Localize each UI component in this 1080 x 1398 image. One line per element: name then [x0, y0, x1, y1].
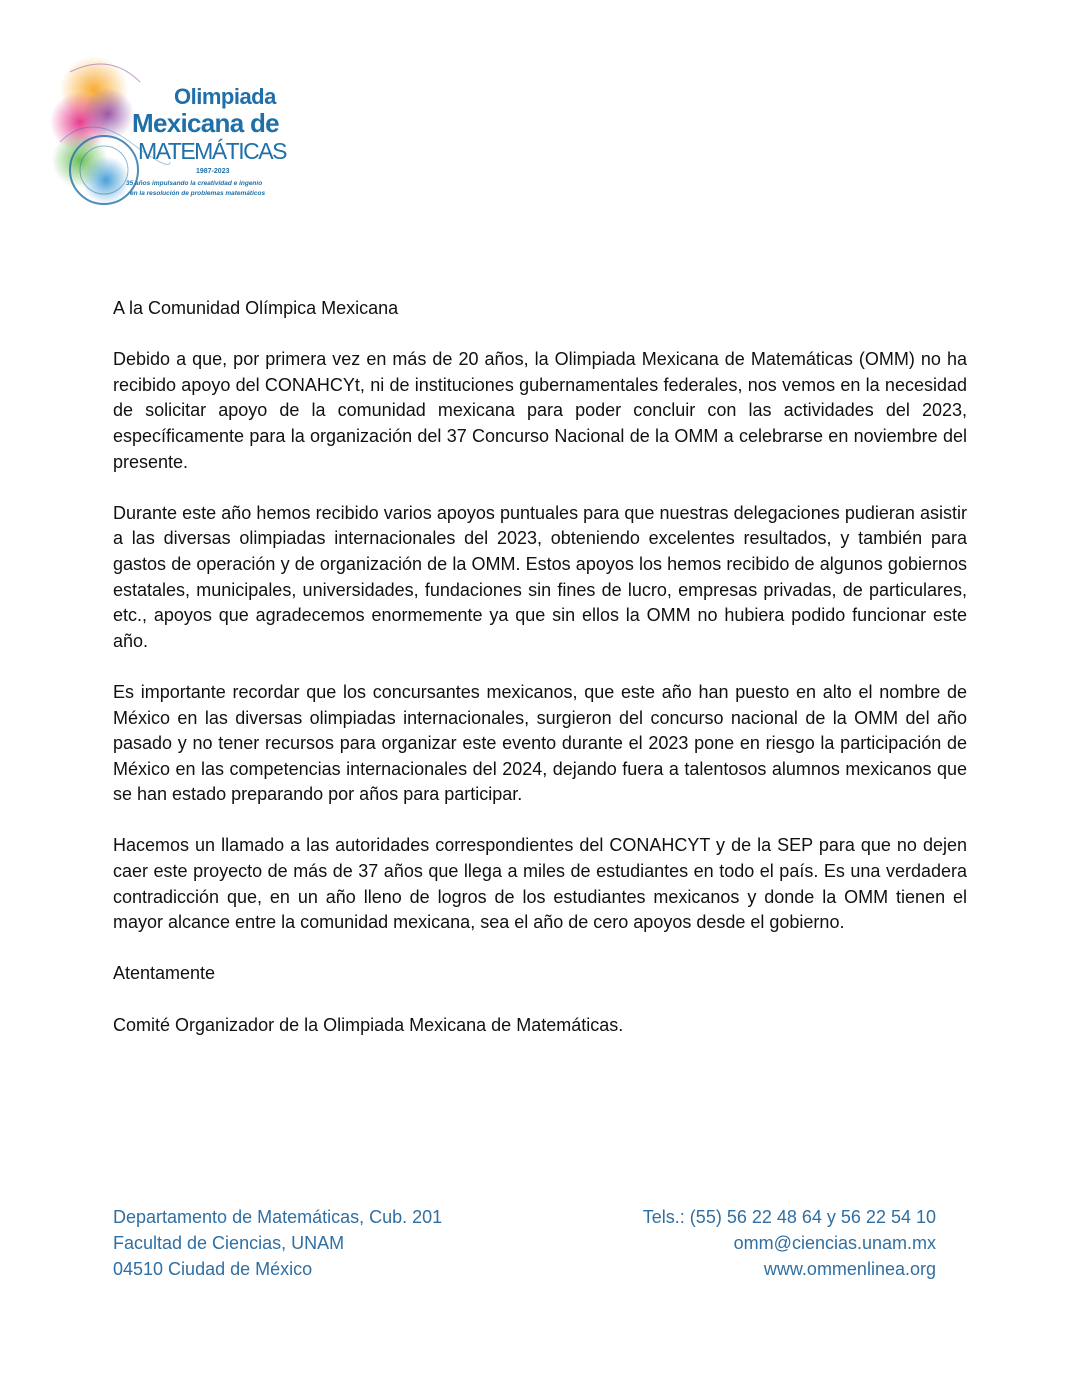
logo-splash-blue [82, 156, 130, 204]
footer-address [113, 1204, 442, 1282]
omm-logo [50, 52, 290, 212]
footer-address-line-3: 04510 Ciudad de México [113, 1259, 313, 1279]
footer-website[interactable]: www.ommenlinea.org [763, 1259, 936, 1279]
footer-address-line-1: Departamento de Matemáticas, Cub. 201 [113, 1207, 443, 1227]
logo-splash-purple [82, 88, 134, 140]
letter-body [113, 296, 967, 1064]
footer-email[interactable]: omm@ciencias.unam.mx [733, 1233, 936, 1253]
logo-title-line2: Mexicana de [132, 108, 279, 138]
letter-signature: Comité Organizador de la Olimpiada Mexicana de Matemáticas. [113, 1014, 624, 1035]
logo-years: 1987-2023 [196, 168, 230, 175]
letter-paragraph-2: Durante este año hemos recibido varios apoyos puntuales para que nuestras delegaciones pudieran asistir a las diversas olimpiadas internacionales del 2023, obteniendo excelentes resultados, y también para gastos de operación y de organización de la OMM. Estos apoyos los hemos recibido de algunos gobiernos estatales, municipales, universidades, fundaciones sin fines de lucro, empresas privadas, de particulares, etc., apoyos que agradecemos enormemente ya que sin ellos la OMM no hubiera podido funcionar este año. [113, 502, 967, 651]
logo-title-line3: MATEMÁTICAS [138, 138, 286, 164]
letter-paragraph-1: Debido a que, por primera vez en más de 20 años, la Olimpiada Mexicana de Matemáticas (OMM) no ha recibido apoyo del CONAHCYt, ni de instituciones gubernamentales federales, nos vemos en la necesidad de solicitar apoyo de la comunidad mexicana para poder concluir con las actividades del 2023, específicamente para la organización del 37 Concurso Nacional de la OMM a celebrarse en noviembre del presente. [113, 349, 967, 472]
letter-salutation: A la Comunidad Olímpica Mexicana [113, 298, 399, 318]
footer-address-line-2: Facultad de Ciencias, UNAM [113, 1233, 345, 1253]
logo-tagline-2: en la resolución de problemas matemáticos [130, 190, 266, 197]
logo-tagline-1: 35 años impulsando la creatividad e ingenio [126, 180, 263, 187]
footer-phones: Tels.: (55) 56 22 48 64 y 56 22 54 10 [642, 1207, 936, 1227]
footer-contact [643, 1204, 936, 1282]
letter-closing: Atentamente [113, 963, 216, 984]
letter-paragraph-4: Hacemos un llamado a las autoridades correspondientes del CONAHCYT y de la SEP para que no dejen caer este proyecto de más de 37 años que llega a miles de estudiantes en todo el país. Es una verdadera contradicción que, en un año lleno de logros de los estudiantes mexicanos y donde la OMM tienen el mayor alcance entre la comunidad mexicana, sea el año de cero apoyos desde el gobierno. [113, 835, 967, 933]
letter-paragraph-3: Es importante recordar que los concursantes mexicanos, que este año han puesto en alto el nombre de México en las diversas olimpiadas internacionales, surgieron del concurso nacional de la OMM del año pasado y no tener recursos para organizar este evento durante el 2023 pone en riesgo la participación de México en las competencias internacionales del 2024, dejando fuera a talentosos alumnos mexicanos que se han estado preparando por años para participar. [113, 681, 967, 805]
logo-title-line1: Olimpiada [174, 84, 276, 109]
